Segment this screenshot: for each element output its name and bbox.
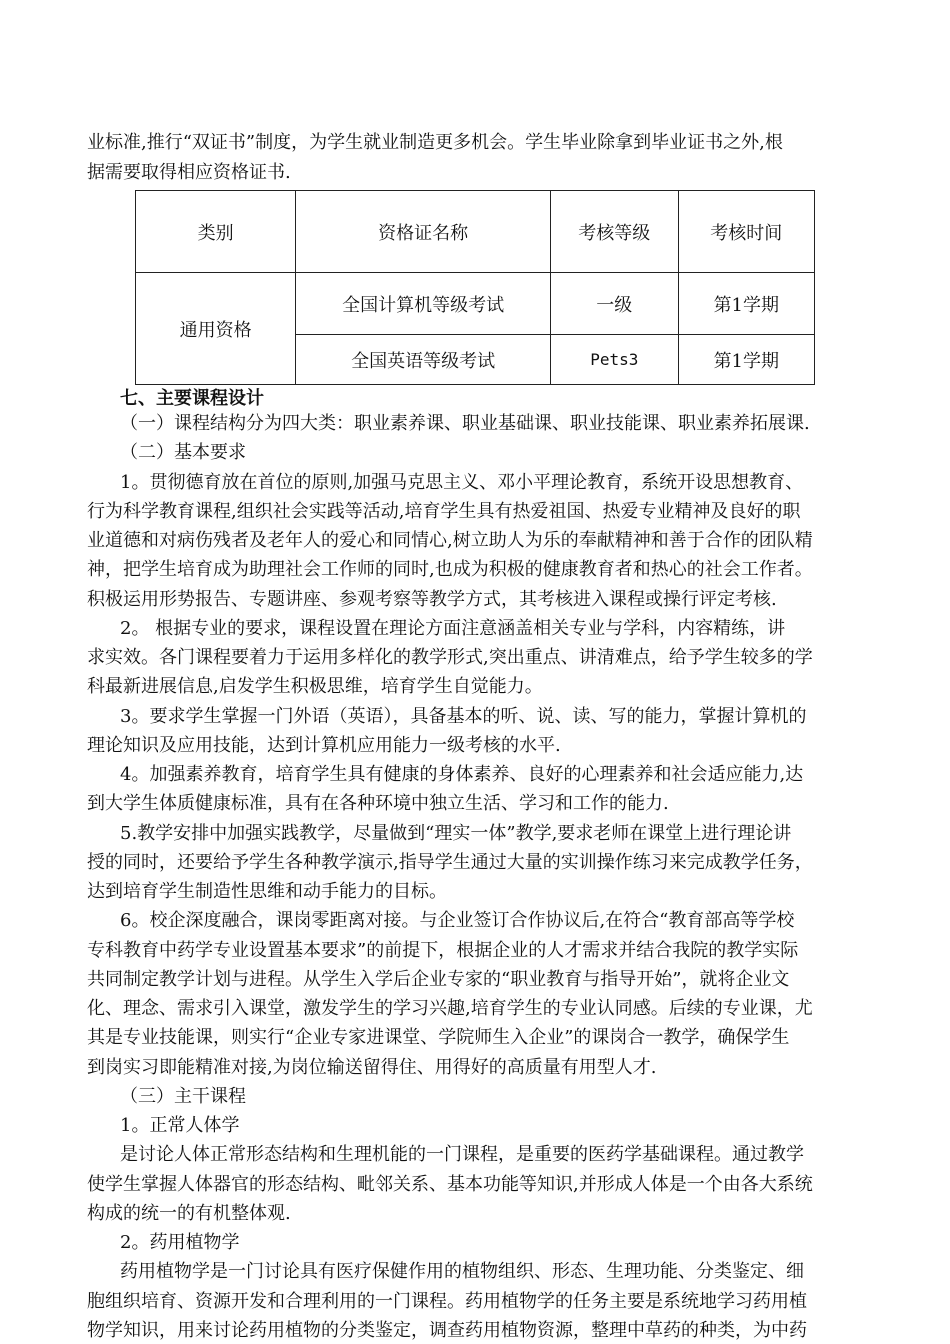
body-line: （二）基本要求 [120,442,246,464]
body-line: 使学生掌握人体器官的形态结构、毗邻关系、基本功能等知识,并形成人体是一个由各大系统 [87,1173,813,1195]
body-line: 理论知识及应用技能，达到计算机应用能力一级考核的水平. [87,734,561,756]
body-line: 2。药用植物学 [120,1232,240,1253]
certificate-table [135,190,815,385]
body-line: 共同制定教学计划与进程。从学生入学后企业专家的“职业教育与指导开始”，就将企业文 [87,968,790,990]
body-line: 业道德和对病伤残者及老年人的爱心和同情心,树立助人为乐的奉献精神和善于合作的团队精 [87,530,813,551]
level-cell: Pets3 [551,335,679,385]
body-line: 化、理念、需求引入课堂，激发学生的学习兴趣,培育学生的专业认同感。后续的专业课，尤 [87,998,813,1019]
section-title: 七、主要课程设计 [120,388,264,409]
header-time: 考核时间 [678,191,814,273]
body-line: 1。正常人体学 [120,1115,240,1136]
body-line: 6。校企深度融合，课岗零距离对接。与企业签订合作协议后,在符合“教育部高等学校 [120,910,795,932]
category-cell: 通用资格 [136,273,296,385]
body-line: 2。 根据专业的要求，课程设置在理论方面注意涵盖相关专业与学科，内容精练，讲 [120,617,786,639]
body-line: 是讨论人体正常形态结构和生理机能的一门课程，是重要的医药学基础课程。通过教学 [120,1144,804,1166]
intro-line-2: 据需要取得相应资格证书. [87,162,291,183]
body-line: 积极运用形势报告、专题讲座、参观考察等教学方式，其考核进入课程或操行评定考核. [87,588,777,610]
body-line: 求实效。各门课程要着力于运用多样化的教学形式,突出重点、讲清难点，给予学生较多的学 [87,647,813,668]
intro-line-1: 业标准,推行“双证书”制度，为学生就业制造更多机会。学生毕业除拿到毕业证书之外,根 [87,132,783,153]
body-line: 神，把学生培育成为助理社会工作师的同时,也成为积极的健康教育者和热心的社会工作者。 [87,559,813,581]
body-line: 达到培育学生制造性思维和动手能力的目标。 [87,881,447,902]
level-cell: 一级 [551,273,679,335]
cert-name-cell: 全国英语等级考试 [296,335,551,385]
body-line: 到岗实习即能精准对接,为岗位输送留得住、用得好的高质量有用型人才. [87,1056,657,1078]
body-line: 3。要求学生掌握一门外语（英语），具备基本的听、说、读、写的能力，掌握计算机的 [120,705,807,727]
header-cert-name: 资格证名称 [296,191,551,273]
body-line: 授的同时，还要给予学生各种教学演示,指导学生通过大量的实训操作练习来完成教学任务， [87,851,813,873]
body-line: （一）课程结构分为四大类：职业素养课、职业基础课、职业技能课、职业素养拓展课. [120,413,810,434]
body-line: 物学知识，用来讨论药用植物的分类鉴定，调查药用植物资源，整理中草药的种类，为中药 [87,1319,807,1341]
header-level: 考核等级 [551,191,679,273]
body-line: 4。加强素养教育，培育学生具有健康的身体素养、良好的心理素养和社会适应能力,达 [120,764,804,785]
body-line: 行为科学教育课程,组织社会实践等活动,培育学生具有热爱祖国、热爱专业精神及良好的职 [87,500,801,522]
time-cell: 第1学期 [678,335,814,385]
body-line: 到大学生体质健康标准，具有在各种环境中独立生活、学习和工作的能力. [87,793,669,815]
body-line: 药用植物学是一门讨论具有医疗保健作用的植物组织、形态、生理功能、分类鉴定、细 [120,1261,804,1283]
body-line: 1。贯彻德育放在首位的原则,加强马克思主义、邓小平理论教育，系统开设思想教育、 [120,471,804,493]
time-cell: 第1学期 [678,273,814,335]
body-line: 胞组织培育、资源开发和合理利用的一门课程。药用植物学的任务主要是系统地学习药用植 [87,1290,807,1312]
table-header-row [136,191,815,273]
header-category: 类别 [136,191,296,273]
body-line: 5.教学安排中加强实践教学，尽量做到“理实一体”教学,要求老师在课堂上进行理论讲 [120,822,792,844]
table-row [136,273,815,335]
cert-name-cell: 全国计算机等级考试 [296,273,551,335]
body-line: 专科教育中药学专业设置基本要求”的前提下，根据企业的人才需求并结合我院的教学实际 [87,939,799,961]
body-line: 科最新进展信息,启发学生积极思维，培育学生自觉能力。 [87,676,543,698]
body-line: 构成的统一的有机整体观. [87,1202,291,1224]
body-line: （三）主干课程 [120,1085,246,1107]
body-line: 其是专业技能课，则实行“企业专家进课堂、学院师生入企业”的课岗合一教学，确保学生 [87,1027,790,1049]
